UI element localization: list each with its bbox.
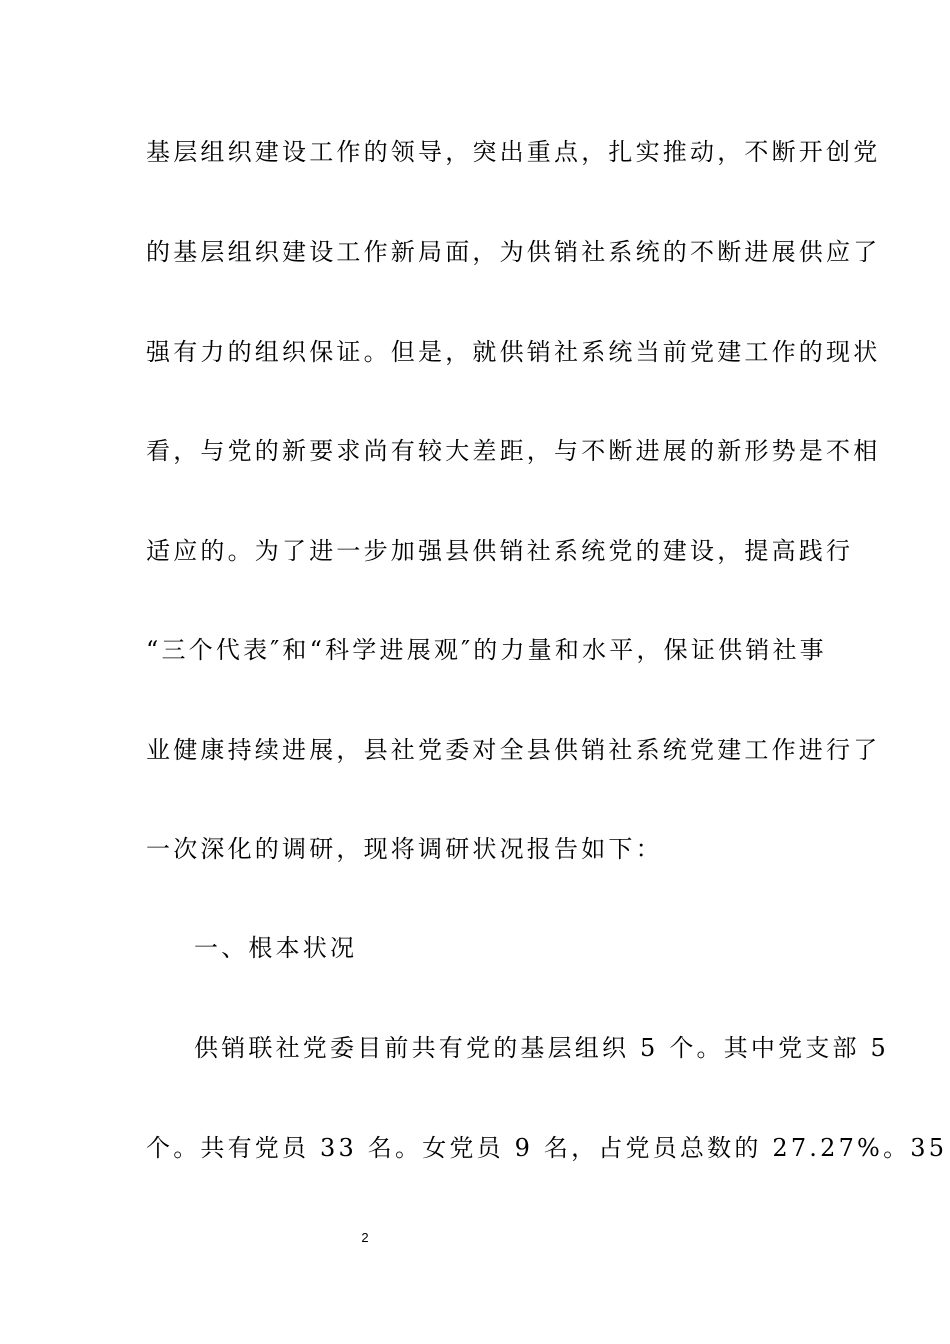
section-heading: 一、根本状况 xyxy=(194,934,358,962)
body-text-line: 个。共有党员 33 名。女党员 9 名，占党员总数的 27.27%。35 xyxy=(146,1134,948,1162)
body-text-line: 基层组织建设工作的领导，突出重点，扎实推动，不断开创党 xyxy=(146,138,881,166)
body-text-line: 适应的。为了进一步加强县供销社系统党的建设，提高践行 xyxy=(146,537,854,565)
body-text-line: “三个代表″和“科学进展观″的力量和水平，保证供销社事 xyxy=(146,636,827,664)
body-text-line: 供销联社党委目前共有党的基层组织 5 个。其中党支部 5 xyxy=(194,1034,890,1062)
body-text-line: 看，与党的新要求尚有较大差距，与不断进展的新形势是不相 xyxy=(146,437,881,465)
body-text-line: 一次深化的调研，现将调研状况报告如下： xyxy=(146,835,663,863)
page-number: 2 xyxy=(361,1230,369,1245)
body-text-line: 的基层组织建设工作新局面，为供销社系统的不断进展供应了 xyxy=(146,238,881,266)
body-text-line: 业健康持续进展，县社党委对全县供销社系统党建工作进行了 xyxy=(146,736,881,764)
body-text-line: 强有力的组织保证。但是，就供销社系统当前党建工作的现状 xyxy=(146,338,881,366)
